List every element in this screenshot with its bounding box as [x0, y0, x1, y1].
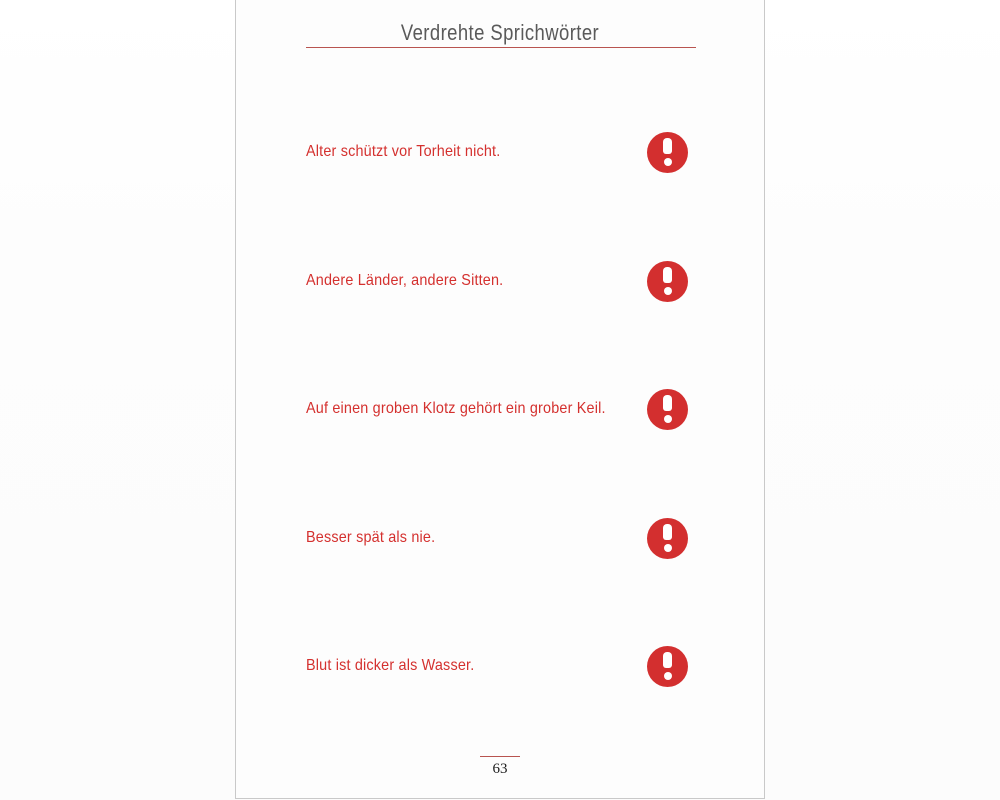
proverb-text: Besser spät als nie.	[306, 529, 436, 546]
exclamation-bar	[663, 267, 672, 283]
proverb-row	[306, 259, 688, 303]
proverb-text: Auf einen groben Klotz gehört ein grober Keil.	[306, 400, 606, 417]
exclamation-dot	[664, 287, 672, 295]
proverb-row	[306, 387, 688, 431]
proverb-row	[306, 130, 688, 174]
exclamation-dot	[664, 672, 672, 680]
exclamation-icon[interactable]	[647, 132, 688, 173]
page-header	[236, 0, 764, 45]
book-page	[235, 0, 765, 799]
proverb-row	[306, 644, 688, 688]
proverb-text: Alter schützt vor Torheit nicht.	[306, 143, 501, 160]
page-number: 63	[492, 761, 508, 777]
exclamation-bar	[663, 652, 672, 668]
exclamation-bar	[663, 138, 672, 154]
exclamation-dot	[664, 415, 672, 423]
footer-rule	[480, 756, 520, 757]
exclamation-bar	[663, 524, 672, 540]
exclamation-icon[interactable]	[647, 646, 688, 687]
proverb-text: Andere Länder, andere Sitten.	[306, 272, 504, 289]
title-underline	[306, 47, 696, 48]
exclamation-dot	[664, 544, 672, 552]
exclamation-bar	[663, 395, 672, 411]
proverb-row	[306, 516, 688, 560]
exclamation-icon[interactable]	[647, 389, 688, 430]
page-title: Verdrehte Sprichwörter	[400, 20, 600, 45]
proverb-text: Blut ist dicker als Wasser.	[306, 657, 475, 674]
exclamation-dot	[664, 158, 672, 166]
exclamation-icon[interactable]	[647, 261, 688, 302]
exclamation-icon[interactable]	[647, 518, 688, 559]
